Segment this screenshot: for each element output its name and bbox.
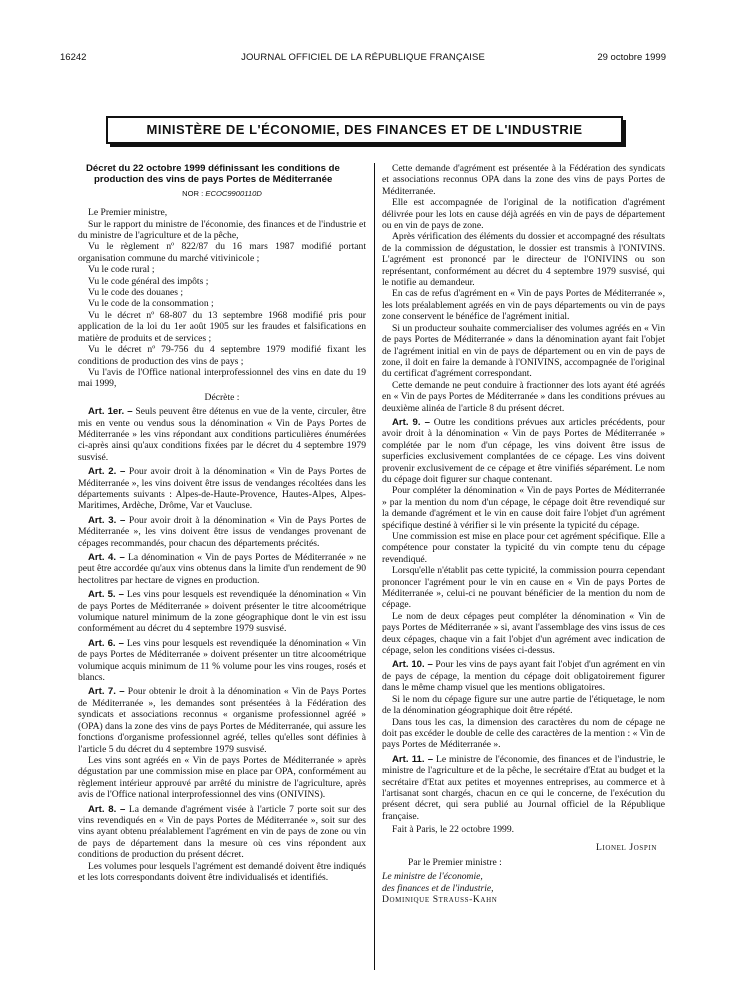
article-text: Pour avoir droit à la dénomination « Vin de Pays Portes de Méditerranée », les vins doivent être issus de vendanges récoltées dans les départements suivants : Alpes-de-Haute-Provence, Hautes-Alpes, Alpes-Maritimes, Ardèche, Drôme, Var et Vaucluse. [78,466,366,512]
column-divider [374,163,375,970]
body-paragraph: Si un producteur souhaite commercialiser des volumes agréés en « Vin de pays Portes de Méditerranée » dans la dénomination ayant fait l'objet de l'agrément initial en vin de pays de département ou en vin de pays de zone, il doit en faire la demande à l'ONIVINS, accompagnée de l'original du certificat d'agrément correspondant. [382,322,665,380]
minister-title-line-1: Le ministre de l'économie, [382,871,483,883]
preamble-paragraph: Vu le règlement nº 822/87 du 16 mars 1987 modifié portant organisation commune du marché vitivinicole ; [78,241,366,264]
body-paragraph: Le nom de deux cépages peut compléter la dénomination « Vin de pays Portes de Méditerranée » si, avant l'assemblage des vins issus de ces deux cépages, chaque vin a fait l'objet d'un agrément avec indication de cépage, selon les conditions visées ci-dessus. [382,610,665,657]
article-9 [382,417,665,485]
article-label: Art. 8. – [88,803,126,815]
article-text: Pour les vins de pays ayant fait l'objet d'un agrément en vin de pays de cépage, la mention du cépage doit obligatoirement figurer dans le même champ visuel que les mentions obligatoires. [382,659,665,694]
article-label: Art. 3. – [88,514,126,526]
body-paragraph: Dans tous les cas, la dimension des caractères du nom de cépage ne doit pas excéder le double de celle des caractères de la mention : « Vin de pays Portes de Méditerranée ». [382,716,665,751]
article-10 [382,659,665,693]
place-and-date: Fait à Paris, le 22 octobre 1999. [392,824,515,836]
article-label: Art. 10. – [392,659,433,671]
minister-signature: Dominique Strauss-Kahn [382,894,498,906]
preamble-paragraph: Vu le code rural ; [88,264,155,276]
article-text: Les vins pour lesquels est revendiquée la dénomination « Vin de pays Portes de Méditerranée » doivent présenter un titre alcoométrique volumique acquis minimum de 11 % volume pour les vins rouges, rosés et blancs. [78,637,366,684]
preamble-paragraph: Vu l'avis de l'Office national interprofessionnel des vins en date du 19 mai 1999, [78,366,366,390]
journal-title: JOURNAL OFFICIEL DE LA RÉPUBLIQUE FRANÇAISE [241,52,485,63]
article-10-continued [382,694,665,751]
body-paragraph: Une commission est mise en place pour cet agrément spécifique. Elle a compétence pour constater la typicité du vin compte tenu du cépage revendiqué. [382,531,665,565]
article-7-paragraph-2: Les vins sont agréés en « Vin de pays Portes de Méditerranée » après dégustation par une commission mise en place par OPA, conformément au règlement intérieur approuvé par arrêté du ministre de l'agriculture, après avis de l'Office national interprofessionnel des vins (ONIVINS). [78,754,366,801]
minister-title-line-2: des finances et de l'industrie, [382,882,494,894]
page-header [60,52,666,66]
body-paragraph: En cas de refus d'agrément en « Vin de pays Portes de Méditerranée », les lots préalablement agréés en vin de pays départements ou vin de pays zone conservent le bénéfice de l'agrément initial. [382,288,665,323]
par-le-premier-ministre: Par le Premier ministre : [408,856,502,868]
article-text: Les vins pour lesquels est revendiquée la dénomination « Vin de pays Portes de Méditerranée » doivent présenter le titre alcoométrique volumique naturel minimum de la zone géographique dont le vin est issu conformément au décret du 4 septembre 1979 susvisé. [78,589,366,635]
article [78,589,366,635]
preamble-paragraph: Sur le rapport du ministre de l'économie, des finances et de l'industrie et du ministre de l'agriculture et de la pêche, [78,218,366,242]
prime-minister-signature: Lionel Jospin [595,841,657,853]
nor-label: NOR : [182,188,204,198]
article-label: Art. 7. – [88,686,125,698]
article-text: La demande d'agrément visée à l'article 7 porte soit sur des vins revendiqués en « Vin de pays Portes de Méditerranée », soit sur des vins ayant obtenu préalablement l'agrément en vin de pays de zone ou vin de pays de département dans la mesure où ces vins répondent aux conditions de production du présent décret. [78,803,366,861]
preamble-paragraph: Vu le code de la consommation ; [88,298,214,310]
preamble-paragraph: Vu le décret nº 79-756 du 4 septembre 1979 modifié fixant les conditions de production des vins de pays ; [78,344,366,367]
article-text: Pour obtenir le droit à la dénomination « Vin de Pays Portes de Méditerranée », les demandes sont présentées à la Fédération des syndicats et associations reconnus « organisme professionnel agréé » (OPA) dans la zone des vins de pays Portes de Méditerranée, qui assure les fonctions d'organisme professionnel agréé, telles qu'elles sont définies à l'article 5 du décret du 4 septembre 1979 susvisé. [78,686,366,755]
article [78,515,366,549]
article-text: Outre les conditions prévues aux articles précédents, pour avoir droit à la dénomination « Vin de pays Portes de Méditerranée » complétée par le nom d'un cépage, les vins doivent être issus de superficies exclusivement complantées de ce cépage. Les vins doivent provenir exclusivement de ce cépage et être vinifiés séparément. Le nom du cépage doit figurer sur chaque contenant. [382,416,665,485]
article-label: Art. 1er. – [88,406,133,418]
article-text: Le ministre de l'économie, des finances et de l'industrie, le ministre de l'agriculture et de la pêche, le secrétaire d'Etat au budget et la secrétaire d'Etat aux petites et moyennes entreprises, au commerce et à l'artisanat sont chargés, chacun en ce qui le concerne, de l'exécution du présent décret, qui sera publié au Journal officiel de la République française. [382,753,665,822]
article-label: Art. 11. – [392,753,434,765]
decree-title: Décret du 22 octobre 1999 définissant les conditions de production des vins de pays Portes de Méditerranée [86,163,340,186]
article-label: Art. 4. – [88,552,125,563]
page-number: 16242 [60,52,87,63]
nor-value: ECOC9900110D [205,188,262,198]
article-8-continued [382,163,665,414]
article [78,466,366,512]
ministry-banner [106,116,623,144]
preamble-paragraph: Vu le code général des impôts ; [88,275,209,287]
preamble-paragraph: Vu le code des douanes ; [88,287,184,299]
right-column [382,163,665,906]
left-column [78,163,366,883]
publication-date: 29 octobre 1999 [597,52,666,63]
article-label: Art. 9. – [392,416,430,428]
preamble-paragraph: Le Premier ministre, [88,207,168,219]
article-label: Art. 5. – [88,589,124,601]
preamble [78,207,366,390]
article [78,552,366,586]
article-text: La dénomination « Vin de pays Portes de Méditerranée » ne peut être accordée qu'aux vins obtenus dans la limite d'un rendement de 90 hectolitres par hectare de vignes en production. [78,552,366,586]
body-paragraph: Pour compléter la dénomination « Vin de pays Portes de Méditerranée » par la mention du nom d'un cépage, le cépage doit être revendiqué sur la demande d'agrément et le vin en cause doit faire l'objet d'un agrément spécifique destiné à vérifier si le vin présente la typicité du cépage. [382,485,665,531]
article-11 [382,754,665,822]
article [78,686,366,754]
body-paragraph: Cette demande d'agrément est présentée à la Fédération des syndicats et associations reconnus OPA dans la zone des vins de pays Portes de Méditerranée. [382,163,665,197]
body-paragraph: Lorsqu'elle n'établit pas cette typicité, la commission pourra cependant prononcer l'agrément pour le vin en cause en « Vin de pays Portes de Méditerranée », celui-ci ne pouvant bénéficier de la mention du nom de cépage. [382,565,665,611]
article-label: Art. 6. – [88,637,124,649]
article-text: Pour avoir droit à la dénomination « Vin de Pays Portes de Méditerranée », les vins doivent être issus de vendanges provenant de cépages recommandés, pour chacun des départements précités. [78,514,366,549]
article [78,638,366,684]
body-paragraph: Après vérification des éléments du dossier et accompagné des résultats de la commission de dégustation, le dossier est transmis à l'ONIVINS. L'agrément est prononcé par le directeur de l'ONIVINS ou son représentant, conformément au décret du 4 septembre 1979 susvisé, qui le notifie au demandeur. [382,231,665,289]
body-paragraph: Si le nom du cépage figure sur une autre partie de l'étiquetage, le nom de la dénomination géographique doit être répété. [382,693,665,717]
nor-reference [78,188,366,199]
article-9-continued [382,485,665,656]
article-8-paragraph-2: Les volumes pour lesquels l'agrément est demandé doivent être indiqués et les lots correspondants doivent être individualisés et identifiés. [78,860,366,883]
article-text: Seuls peuvent être détenus en vue de la vente, circuler, être mis en vente ou vendus sous la dénomination « Vin de Pays Portes de Méditerranée » les vins répondant aux conditions particulières énumérées ci-après ainsi qu'aux conditions fixées par le décret du 4 septembre 1979 susvisé. [78,406,366,463]
article [78,406,366,463]
preamble-paragraph: Vu le décret nº 68-807 du 13 septembre 1968 modifié pris pour application de la loi du 1er août 1905 sur les fraudes et falsifications en matière de produits et de services ; [78,309,366,344]
article-label: Art. 2. – [88,466,126,478]
ministry-title: MINISTÈRE DE L'ÉCONOMIE, DES FINANCES ET DE L'INDUSTRIE [146,122,583,137]
body-paragraph: Elle est accompagnée de l'original de la notification d'agrément délivrée pour les lots en cause déjà agréés en vin de pays de département ou en vin de pays de zone. [382,197,665,232]
articles-left [78,406,366,755]
decrete-heading: Décrète : [204,391,240,403]
body-paragraph: Cette demande ne peut conduire à fractionner des lots ayant été agréés en « Vin de pays Portes de Méditerranée » dans les conditions prévues au deuxième alinéa de l'article 8 du présent décret. [382,379,665,414]
article-8 [78,804,366,861]
